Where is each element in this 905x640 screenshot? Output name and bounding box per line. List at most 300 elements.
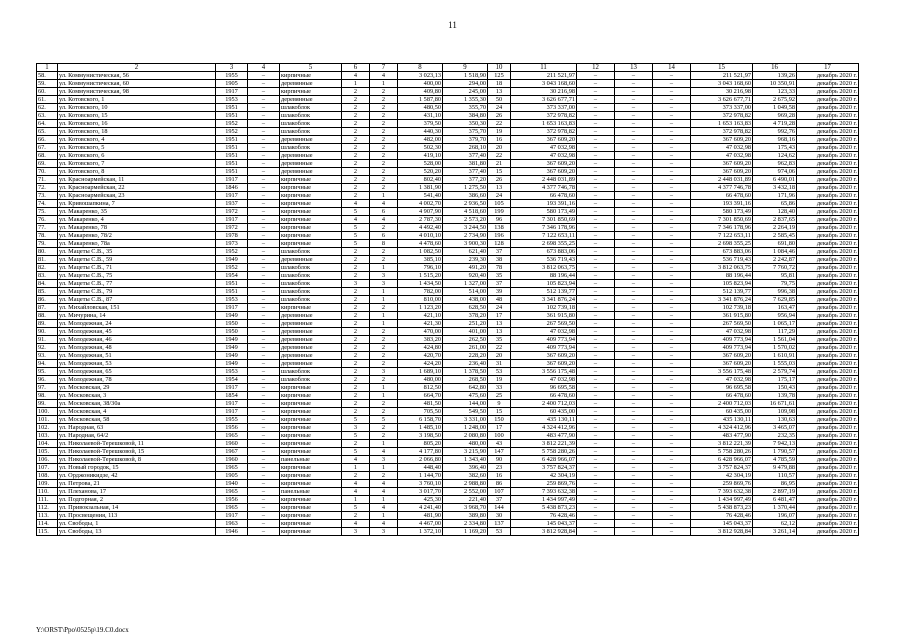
table-cell: 367 609,20 [511, 352, 577, 360]
table-cell: – [248, 528, 280, 536]
table-cell: ул. Николаевой-Терешковой, 8 [58, 456, 216, 464]
table-cell: – [577, 496, 615, 504]
table-cell: 150,43 [753, 384, 797, 392]
table-cell: – [653, 232, 691, 240]
table-cell: – [653, 280, 691, 288]
table-cell: – [577, 336, 615, 344]
table-cell: кирпичные [280, 512, 342, 520]
table-cell: – [615, 120, 653, 128]
table-cell: 1 275,50 [443, 184, 488, 192]
table-cell: ул. Коммунистическая, 60 [58, 80, 216, 88]
table-cell: – [653, 216, 691, 224]
table-cell: 267 569,50 [511, 320, 577, 328]
table-cell: 2 [342, 264, 370, 272]
table-cell: 19 [488, 128, 511, 136]
table-cell: ул. Макаренко, 35 [58, 208, 216, 216]
table-cell: ул. Котовского, 7 [58, 160, 216, 168]
table-cell: 103. [37, 432, 58, 440]
table-cell: 90. [37, 328, 58, 336]
table-cell: 367 609,20 [511, 168, 577, 176]
table-cell: декабрь 2020 г. [797, 464, 859, 472]
table-cell: 4 010,10 [398, 232, 443, 240]
table-cell: – [653, 528, 691, 536]
table-cell: 211 521,97 [691, 72, 753, 80]
table-cell: 47 032,98 [691, 152, 753, 160]
table-cell: 2 [370, 424, 398, 432]
table-cell: – [248, 112, 280, 120]
table-cell: 4 [342, 456, 370, 464]
table-cell: – [248, 392, 280, 400]
table-cell: 175,43 [753, 144, 797, 152]
table-cell: 628,50 [443, 304, 488, 312]
table-cell: 5 [342, 416, 370, 424]
table-row [37, 264, 859, 272]
table-cell: декабрь 2020 г. [797, 192, 859, 200]
table-cell: – [615, 144, 653, 152]
table-cell: – [615, 384, 653, 392]
table-cell: – [653, 168, 691, 176]
table-cell: – [248, 320, 280, 328]
table-cell: кирпичные [280, 496, 342, 504]
table-cell: 2 448 031,89 [691, 176, 753, 184]
table-cell: 1917 [216, 384, 248, 392]
table-cell: – [615, 488, 653, 496]
table-cell: 1951 [216, 144, 248, 152]
housing-table [36, 63, 859, 536]
table-cell: декабрь 2020 г. [797, 144, 859, 152]
table-cell: 20 [488, 352, 511, 360]
table-cell: ул. Мацеты С.В., 87 [58, 296, 216, 304]
table-cell: – [615, 376, 653, 384]
table-cell: 93. [37, 352, 58, 360]
table-cell: 71. [37, 176, 58, 184]
table-cell: ул. Котовского, 10 [58, 104, 216, 112]
table-row [37, 280, 859, 288]
table-cell: 5 438 873,23 [691, 504, 753, 512]
table-cell: – [615, 424, 653, 432]
table-cell: 7 393 632,38 [691, 488, 753, 496]
table-cell: – [615, 512, 653, 520]
table-cell: – [577, 424, 615, 432]
table-cell: – [653, 456, 691, 464]
table-cell: 2 [370, 136, 398, 144]
table-cell: – [653, 472, 691, 480]
table-cell: 2 [342, 192, 370, 200]
table-cell: – [653, 296, 691, 304]
table-cell: 367 609,20 [691, 136, 753, 144]
table-row [37, 112, 859, 120]
table-cell: 67. [37, 144, 58, 152]
table-cell: – [615, 392, 653, 400]
table-cell: 1 [370, 264, 398, 272]
table-cell: 89. [37, 320, 58, 328]
table-cell: – [615, 504, 653, 512]
table-row [37, 360, 859, 368]
table-cell: – [653, 384, 691, 392]
table-cell: 86. [37, 296, 58, 304]
table-cell: 3 244,50 [443, 224, 488, 232]
table-cell: 259 869,76 [691, 480, 753, 488]
table-cell: панельные [280, 456, 342, 464]
table-cell: 520,20 [398, 168, 443, 176]
table-cell: 221,40 [443, 496, 488, 504]
table-cell: – [615, 464, 653, 472]
table-cell: 3 626 677,71 [511, 96, 577, 104]
table-cell: 2 [370, 472, 398, 480]
table-cell: 431,10 [398, 112, 443, 120]
table-cell: 109. [37, 480, 58, 488]
table-cell: 3 341 876,24 [691, 296, 753, 304]
table-cell: деревянные [280, 312, 342, 320]
table-cell: 805,20 [398, 440, 443, 448]
table-cell: деревянные [280, 160, 342, 168]
table-cell: 262,50 [443, 336, 488, 344]
table-cell: 5 758 280,26 [511, 448, 577, 456]
table-cell: шлакоблок [280, 280, 342, 288]
table-cell: ул. Молодежная, 46 [58, 336, 216, 344]
table-cell: деревянные [280, 336, 342, 344]
table-cell: деревянные [280, 136, 342, 144]
table-cell: ул. Коммунистическая, 56 [58, 72, 216, 80]
table-cell: – [653, 200, 691, 208]
table-cell: 502,30 [398, 144, 443, 152]
table-cell: 2 [342, 248, 370, 256]
table-cell: – [653, 256, 691, 264]
table-cell: 60 435,00 [691, 408, 753, 416]
table-row [37, 416, 859, 424]
table-cell: 2 [370, 104, 398, 112]
column-number-cell: 17 [797, 64, 859, 72]
table-cell: 4 324 412,96 [511, 424, 577, 432]
table-cell: 996,38 [753, 288, 797, 296]
table-cell: – [615, 416, 653, 424]
table-cell: кирпичные [280, 504, 342, 512]
table-cell: 480,00 [398, 376, 443, 384]
table-cell: 475,60 [443, 392, 488, 400]
table-cell: декабрь 2020 г. [797, 320, 859, 328]
table-cell: – [653, 264, 691, 272]
table-cell: деревянные [280, 320, 342, 328]
table-cell: – [577, 264, 615, 272]
table-row [37, 128, 859, 136]
table-cell: 920,40 [443, 272, 488, 280]
table-cell: 419,10 [398, 152, 443, 160]
table-cell: 1 370,44 [753, 504, 797, 512]
table-cell: 401,00 [443, 328, 488, 336]
table-cell: 110,57 [753, 472, 797, 480]
table-cell: 1917 [216, 512, 248, 520]
table-cell: декабрь 2020 г. [797, 104, 859, 112]
table-cell: – [615, 480, 653, 488]
table-cell: 705,50 [398, 408, 443, 416]
table-cell: 1917 [216, 176, 248, 184]
table-cell: 3 556 175,48 [691, 368, 753, 376]
table-row [37, 160, 859, 168]
table-cell: 483 477,90 [511, 432, 577, 440]
table-cell: ул. Орджоникидзе, 42 [58, 472, 216, 480]
table-cell: 2 [342, 336, 370, 344]
table-cell: 96. [37, 376, 58, 384]
table-cell: 87. [37, 304, 58, 312]
table-cell: 4 785,59 [753, 456, 797, 464]
table-cell: 9 [488, 400, 511, 408]
table-cell: 2 [342, 512, 370, 520]
table-cell: 43 [488, 440, 511, 448]
table-cell: 47 032,98 [511, 376, 577, 384]
table-cell: кирпичные [280, 520, 342, 528]
table-cell: 1 049,58 [753, 104, 797, 112]
table-cell: 3 432,18 [753, 184, 797, 192]
table-cell: 421,10 [398, 312, 443, 320]
table-cell: 6 490,01 [753, 176, 797, 184]
table-row [37, 504, 859, 512]
table-cell: – [653, 128, 691, 136]
table-cell: 1 372,10 [398, 528, 443, 536]
table-cell: 1 515,20 [398, 272, 443, 280]
column-number-cell: 15 [691, 64, 753, 72]
table-cell: 1965 [216, 464, 248, 472]
table-cell: 2 [342, 104, 370, 112]
table-cell: 102. [37, 424, 58, 432]
table-cell: 108. [37, 472, 58, 480]
table-cell: – [653, 88, 691, 96]
table-row [37, 408, 859, 416]
table-cell: декабрь 2020 г. [797, 496, 859, 504]
table-cell: 1 084,46 [753, 248, 797, 256]
table-cell: – [577, 296, 615, 304]
table-cell: 1952 [216, 264, 248, 272]
table-row [37, 344, 859, 352]
table-cell: 2 [370, 408, 398, 416]
table-cell: 193 391,16 [691, 200, 753, 208]
table-cell: 2 [342, 312, 370, 320]
table-cell: 1960 [216, 456, 248, 464]
table-cell: – [577, 488, 615, 496]
column-number-cell: 7 [370, 64, 398, 72]
housing-table-container [36, 63, 859, 536]
table-cell: кирпичные [280, 384, 342, 392]
table-cell: 1949 [216, 352, 248, 360]
table-cell: 94. [37, 360, 58, 368]
table-cell: 88 196,44 [511, 272, 577, 280]
table-cell: – [615, 432, 653, 440]
table-cell: 642,80 [443, 384, 488, 392]
table-cell: 382,60 [443, 472, 488, 480]
table-cell: 2 698 355,25 [511, 240, 577, 248]
table-cell: 79,75 [753, 280, 797, 288]
table-cell: 435 130,11 [511, 416, 577, 424]
table-cell: – [577, 272, 615, 280]
table-cell: 5 [342, 240, 370, 248]
table-cell: 1 [370, 496, 398, 504]
table-cell: – [653, 72, 691, 80]
table-cell: 435 130,11 [691, 416, 753, 424]
table-cell: – [615, 200, 653, 208]
table-cell: декабрь 2020 г. [797, 264, 859, 272]
table-cell: декабрь 2020 г. [797, 480, 859, 488]
table-cell: 53 [488, 368, 511, 376]
table-cell: 802,40 [398, 176, 443, 184]
table-cell: 105. [37, 448, 58, 456]
table-cell: – [248, 328, 280, 336]
table-cell: декабрь 2020 г. [797, 120, 859, 128]
table-cell: 96 695,58 [511, 384, 577, 392]
table-cell: кирпичные [280, 416, 342, 424]
table-cell: 2 [342, 160, 370, 168]
table-cell: – [615, 336, 653, 344]
table-cell: 88 196,44 [691, 272, 753, 280]
table-cell: декабрь 2020 г. [797, 256, 859, 264]
table-cell: – [577, 72, 615, 80]
table-cell: – [653, 416, 691, 424]
table-row [37, 88, 859, 96]
table-cell: ул. Кривошапкина, 7 [58, 200, 216, 208]
table-cell: 22 [488, 120, 511, 128]
table-cell: кирпичные [280, 528, 342, 536]
table-cell: 47 032,98 [511, 328, 577, 336]
table-cell: кирпичные [280, 472, 342, 480]
table-cell: 2 [370, 160, 398, 168]
table-cell: 361 915,80 [511, 312, 577, 320]
table-cell: 386,60 [443, 192, 488, 200]
table-cell: – [615, 176, 653, 184]
table-cell: – [577, 392, 615, 400]
table-cell: 1951 [216, 168, 248, 176]
table-cell: шлакоблок [280, 376, 342, 384]
table-cell: 1 [370, 512, 398, 520]
table-cell: 23 [488, 464, 511, 472]
table-row [37, 496, 859, 504]
table-cell: 4 324 412,96 [691, 424, 753, 432]
table-cell: декабрь 2020 г. [797, 376, 859, 384]
table-cell: 15 [488, 408, 511, 416]
table-cell: ул. Котовского, 5 [58, 144, 216, 152]
table-cell: 4 [370, 504, 398, 512]
table-cell: 47 032,98 [511, 144, 577, 152]
table-cell: – [577, 192, 615, 200]
table-cell: декабрь 2020 г. [797, 200, 859, 208]
table-cell: 367 609,20 [691, 360, 753, 368]
table-cell: 409 773,94 [691, 344, 753, 352]
table-cell: декабрь 2020 г. [797, 384, 859, 392]
table-cell: 35 [488, 336, 511, 344]
table-cell: – [653, 208, 691, 216]
table-cell: декабрь 2020 г. [797, 512, 859, 520]
table-row [37, 120, 859, 128]
table-cell: 1956 [216, 424, 248, 432]
table-cell: 2 [342, 344, 370, 352]
table-cell: – [248, 128, 280, 136]
table-cell: кирпичные [280, 480, 342, 488]
table-cell: 470,00 [398, 328, 443, 336]
table-cell: 1 434 997,49 [511, 496, 577, 504]
table-cell: 5 [342, 232, 370, 240]
table-cell: 1 689,10 [398, 368, 443, 376]
table-cell: – [653, 80, 691, 88]
table-cell: 74. [37, 200, 58, 208]
table-cell: – [653, 336, 691, 344]
table-cell: 35 [488, 272, 511, 280]
table-cell: ул. Московская, 3 [58, 392, 216, 400]
table-cell: – [615, 440, 653, 448]
table-cell: – [248, 496, 280, 504]
table-cell: 4 [370, 488, 398, 496]
table-cell: 580 173,49 [691, 208, 753, 216]
table-cell: – [653, 432, 691, 440]
table-cell: 6 428 966,07 [511, 456, 577, 464]
table-cell: 409 773,94 [511, 344, 577, 352]
table-cell: 9 479,88 [753, 464, 797, 472]
table-cell: 810,00 [398, 296, 443, 304]
table-cell: 47 032,98 [691, 144, 753, 152]
table-row [37, 104, 859, 112]
column-number-cell: 3 [216, 64, 248, 72]
table-cell: – [577, 312, 615, 320]
table-cell: – [248, 408, 280, 416]
table-cell: 106. [37, 456, 58, 464]
table-cell: декабрь 2020 г. [797, 208, 859, 216]
table-cell: 2 [342, 296, 370, 304]
table-row [37, 384, 859, 392]
table-cell: 373 337,00 [511, 104, 577, 112]
table-cell: 969,28 [753, 112, 797, 120]
table-cell: кирпичные [280, 424, 342, 432]
table-cell: 193 391,16 [511, 200, 577, 208]
column-number-cell: 13 [615, 64, 653, 72]
table-cell: – [615, 96, 653, 104]
table-cell: – [653, 448, 691, 456]
table-cell: – [653, 368, 691, 376]
table-cell: – [615, 240, 653, 248]
table-cell: 24 [488, 104, 511, 112]
table-row [37, 352, 859, 360]
table-row [37, 208, 859, 216]
table-cell: 4 [370, 216, 398, 224]
table-cell: 389,80 [443, 512, 488, 520]
table-cell: ул. Народная, 64/2 [58, 432, 216, 440]
table-cell: 691,80 [753, 240, 797, 248]
table-cell: – [653, 192, 691, 200]
column-number-cell: 2 [58, 64, 216, 72]
table-cell: декабрь 2020 г. [797, 440, 859, 448]
table-cell: 7 346 178,96 [691, 224, 753, 232]
table-cell: 6 [370, 208, 398, 216]
table-cell: 4 177,80 [398, 448, 443, 456]
table-row [37, 440, 859, 448]
table-cell: 37 [488, 280, 511, 288]
table-cell: 367 609,20 [511, 136, 577, 144]
table-cell: 65. [37, 128, 58, 136]
table-cell: 2 [342, 400, 370, 408]
table-cell: ул. Привокзальная, 14 [58, 504, 216, 512]
table-cell: 377,20 [443, 176, 488, 184]
table-cell: декабрь 2020 г. [797, 424, 859, 432]
table-cell: 7 346 178,96 [511, 224, 577, 232]
table-cell: 1905 [216, 80, 248, 88]
table-cell: декабрь 2020 г. [797, 152, 859, 160]
table-cell: 88. [37, 312, 58, 320]
table-cell: – [577, 240, 615, 248]
table-cell: 6 [370, 232, 398, 240]
table-row [37, 448, 859, 456]
table-cell: – [577, 88, 615, 96]
table-cell: – [615, 248, 653, 256]
table-cell: 259 869,76 [511, 480, 577, 488]
table-cell: – [577, 136, 615, 144]
table-cell: 4 [342, 488, 370, 496]
table-cell: – [653, 272, 691, 280]
table-row [37, 312, 859, 320]
